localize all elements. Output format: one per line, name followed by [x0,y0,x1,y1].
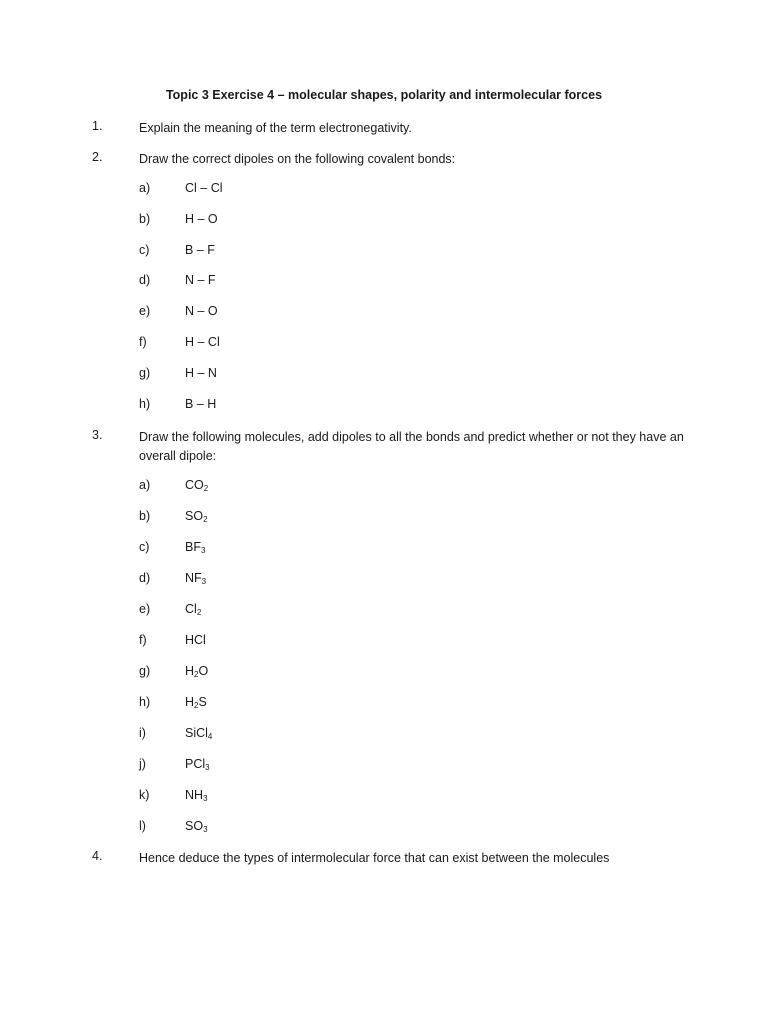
bond-formula: B – H [185,397,217,411]
question-3-number: 3. [92,428,103,442]
molecule-label: b) [139,509,151,523]
bond-formula: H – O [185,212,218,226]
bond-label: h) [139,397,151,411]
bond-formula: Cl – Cl [185,181,223,195]
bond-formula: N – F [185,273,216,287]
bond-label: b) [139,212,151,226]
question-2-text: Draw the correct dipoles on the following covalent bonds: [139,152,456,166]
molecule-label: e) [139,602,151,616]
page-title: Topic 3 Exercise 4 – molecular shapes, polarity and intermolecular forces [165,88,603,102]
molecule-label: i) [139,726,146,740]
molecule-label: g) [139,664,151,678]
molecule-label: k) [139,788,150,802]
molecule-label: j) [139,757,146,771]
bond-formula: H – Cl [185,335,220,349]
bond-formula: B – F [185,243,215,257]
molecule-formula: $H_2S$ [185,695,207,710]
question-4-text: Hence deduce the types of intermolecular force that can exist between the molecules [139,851,610,865]
question-4-number: 4. [92,849,103,863]
molecule-formula: $SO_3$ [185,819,208,834]
molecule-formula: PCl$_3$ [185,757,210,772]
molecule-formula: $NF_3$ [185,571,207,586]
molecule-label: a) [139,478,151,492]
molecule-formula: $BF_3$ [185,540,206,555]
molecule-label: c) [139,540,150,554]
molecule-formula: HCl [185,633,206,647]
question-1-text: Explain the meaning of the term electronegativity. [139,121,412,135]
molecule-label: d) [139,571,151,585]
bond-label: g) [139,366,151,380]
molecule-formula: $CO_2$ [185,478,209,493]
question-1-number: 1. [92,119,103,133]
molecule-formula: $SO_2$ [185,509,208,524]
bond-formula: H – N [185,366,217,380]
molecule-label: f) [139,633,147,647]
molecule-formula: $NH_3$ [185,788,208,803]
question-2-number: 2. [92,150,103,164]
bond-formula: N – O [185,304,218,318]
bond-label: c) [139,243,150,257]
question-3-text: Draw the following molecules, add dipoles to all the bonds and predict whether or not they have an overall dipole: [139,430,684,463]
molecule-label: l) [139,819,146,833]
bond-label: d) [139,273,151,287]
molecule-formula: SiCl$_4$ [185,726,213,741]
molecule-label: h) [139,695,151,709]
bond-label: f) [139,335,147,349]
bond-label: e) [139,304,151,318]
bond-label: a) [139,181,151,195]
molecule-formula: $Cl_2$ [185,602,202,617]
molecule-formula: $H_2O$ [185,664,209,679]
